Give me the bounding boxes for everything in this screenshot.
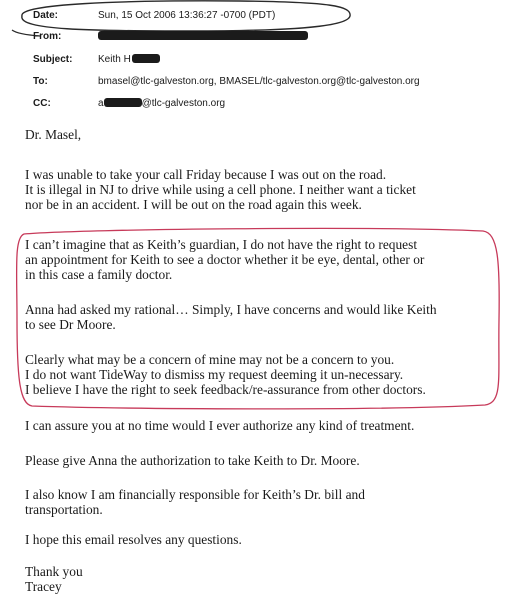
- cc-value: [98, 98, 225, 109]
- paragraph-concerns: Clearly what may be a concern of mine may not be a concern to you. I do not want TideWay to dismiss my request deeming it un-necessary. I believe I have the right to seek feedback/re-assurance from other doctors.: [25, 352, 426, 397]
- date-value: Sun, 15 Oct 2006 13:36:27 -0700 (PDT): [98, 10, 276, 21]
- date-label: Date:: [33, 10, 59, 21]
- paragraph-guardian-rights: I can’t imagine that as Keith’s guardian, I do not have the right to request an appointment for Keith to see a doctor whether it be eye, dental, other or in this case a family doctor.: [25, 237, 425, 282]
- cc-suffix: @tlc-galveston.org: [141, 98, 226, 109]
- to-label: To:: [33, 76, 48, 87]
- subject-text: Keith H: [98, 54, 131, 65]
- cc-prefix: a: [98, 98, 104, 109]
- paragraph-call: I was unable to take your call Friday because I was out on the road. It is illegal in NJ to drive while using a cell phone. I neither want a ticket nor be in an accident. I will be out on the road again this week.: [25, 167, 416, 212]
- redaction-bar: [132, 54, 160, 63]
- paragraph-rational: Anna had asked my rational… Simply, I have concerns and would like Keith to see Dr Moore.: [25, 302, 437, 332]
- paragraph-financial: I also know I am financially responsible for Keith’s Dr. bill and transportation.: [25, 487, 365, 517]
- redaction-bar: [104, 98, 142, 107]
- subject-value: [98, 54, 160, 65]
- paragraph-resolves: I hope this email resolves any questions.: [25, 532, 242, 547]
- closing-signature: Thank you Tracey: [25, 564, 83, 594]
- paragraph-assurance: I can assure you at no time would I ever authorize any kind of treatment.: [25, 418, 415, 433]
- subject-label: Subject:: [33, 54, 73, 65]
- salutation: Dr. Masel,: [25, 127, 82, 142]
- from-value: [98, 31, 308, 42]
- from-label: From:: [33, 31, 62, 42]
- cc-label: CC:: [33, 98, 51, 109]
- paragraph-authorization: Please give Anna the authorization to take Keith to Dr. Moore.: [25, 453, 360, 468]
- redaction-bar: [98, 31, 308, 40]
- to-value: bmasel@tlc-galveston.org, BMASEL/tlc-galveston.org@tlc-galveston.org: [98, 76, 420, 87]
